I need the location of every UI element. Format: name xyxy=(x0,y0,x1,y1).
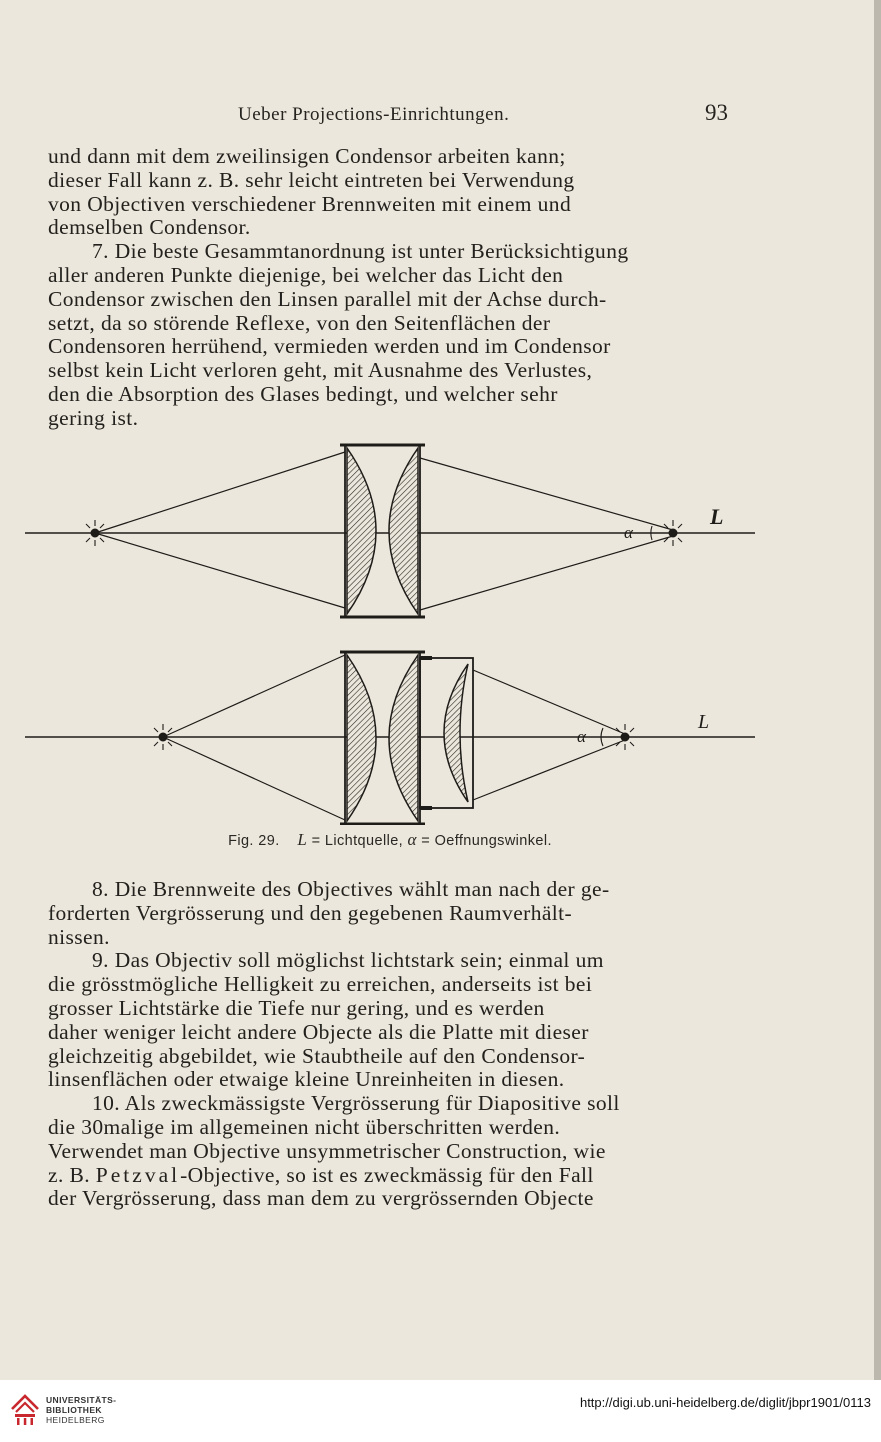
paragraph-continuation xyxy=(48,145,728,240)
meniscus-lens xyxy=(444,664,468,802)
plano-convex-lens-left xyxy=(347,448,376,614)
digitization-footer xyxy=(0,1380,881,1442)
text-line: die 30malige im allgemeinen nicht überschritten werden. xyxy=(48,1114,561,1139)
paragraph-9 xyxy=(48,949,728,1092)
text-line: linsenflächen oder etwaige kleine Unreinheiten in diesen. xyxy=(48,1067,565,1092)
caption-alpha-symbol: α xyxy=(407,830,417,849)
text-block-lower xyxy=(48,878,728,1211)
lower-diagram xyxy=(25,652,755,824)
text-line: nissen. xyxy=(48,924,110,949)
library-logo-icon xyxy=(10,1393,40,1427)
condenser-diagram xyxy=(20,440,760,825)
text-line: von Objectiven verschiedener Brennweiten mit einem und xyxy=(48,191,572,216)
text-line: Verwendet man Objective unsymmetrischer Construction, wie xyxy=(48,1138,606,1163)
text-fragment: z. B. xyxy=(48,1162,96,1187)
light-ray xyxy=(473,740,625,800)
text-line: grosser Lichtstärke die Tiefe nur gering, und es werden xyxy=(48,995,545,1020)
caption-L-symbol: L xyxy=(297,830,308,849)
light-source-point xyxy=(91,529,99,537)
paragraph-10 xyxy=(48,1092,728,1211)
logo-line: UNIVERSITÄTS- xyxy=(46,1395,117,1405)
focus-point xyxy=(621,733,629,741)
figure-caption xyxy=(20,830,760,850)
text-line: daher weniger leicht andere Objecte als die Platte mit dieser xyxy=(48,1019,589,1044)
light-ray xyxy=(95,533,345,608)
letterspaced-name: Petzval xyxy=(95,1162,181,1187)
text-line: gleichzeitig abgebildet, wie Staubtheile auf den Condensor- xyxy=(48,1043,586,1068)
running-head xyxy=(48,100,728,128)
light-ray xyxy=(420,536,673,610)
light-ray xyxy=(420,458,673,530)
library-logo-text xyxy=(46,1395,116,1425)
page-edge xyxy=(874,0,881,1380)
text-line: 8. Die Brennweite des Objectives wählt man nach der ge- xyxy=(92,877,610,901)
figure-29 xyxy=(20,440,760,860)
light-ray xyxy=(163,655,345,737)
text-line: setzt, da so störende Reflexe, von den Seitenflächen der xyxy=(48,310,551,335)
text-line: forderten Vergrösserung und den gegebenen Raumverhält- xyxy=(48,900,573,925)
upper-diagram xyxy=(25,445,755,617)
permalink-url[interactable]: http://digi.ub.uni-heidelberg.de/diglit/jbpr1901/0113 xyxy=(579,1395,871,1410)
caption-fig-number: Fig. 29. xyxy=(228,833,280,849)
text-line: die grösstmögliche Helligkeit zu erreichen, anderseits ist bei xyxy=(48,972,593,997)
running-title: Ueber Projections-Einrichtungen. xyxy=(238,104,510,125)
light-source-label: L xyxy=(710,504,724,529)
caption-alpha-text: = Oeffnungswinkel. xyxy=(416,833,552,849)
light-source-point xyxy=(159,733,167,741)
text-line: 10. Als zweckmässigste Vergrösserung für Diapositive soll xyxy=(92,1091,620,1116)
focus-point xyxy=(669,529,677,537)
page-number: 93 xyxy=(705,100,728,125)
text-line xyxy=(48,1164,728,1188)
logo-line: HEIDELBERG xyxy=(46,1415,105,1425)
text-line: gering ist. xyxy=(48,405,139,430)
light-ray xyxy=(95,452,345,533)
text-line: Condensor zwischen den Linsen parallel mit der Achse durch- xyxy=(48,286,607,311)
plano-convex-lens-right xyxy=(389,655,418,821)
text-line: Condensoren herrühend, vermieden werden und im Condensor xyxy=(48,334,611,359)
alpha-label: α xyxy=(577,727,586,746)
text-line: dieser Fall kann z. B. sehr leicht eintreten bei Verwendung xyxy=(48,167,575,192)
text-line: aller anderen Punkte diejenige, bei welcher das Licht den xyxy=(48,262,564,287)
paragraph-7 xyxy=(48,240,728,430)
paragraph-8 xyxy=(48,878,728,949)
light-source-label: L xyxy=(698,711,710,733)
plano-convex-lens-right xyxy=(389,448,418,614)
logo-line: BIBLIOTHEK xyxy=(46,1405,102,1415)
text-line: der Vergrösserung, dass man dem zu vergrössernden Objecte xyxy=(48,1186,594,1211)
text-fragment: -Objective, so ist es zweckmässig für den Fall xyxy=(180,1162,594,1187)
text-line: 9. Das Objectiv soll möglichst lichtstark sein; einmal um xyxy=(92,948,604,973)
alpha-label: α xyxy=(624,523,633,542)
text-line: 7. Die beste Gesammtanordnung ist unter Berücksichtigung xyxy=(92,239,629,264)
plano-convex-lens-left xyxy=(347,655,376,821)
text-line: den die Absorption des Glases bedingt, und welcher sehr xyxy=(48,381,558,406)
light-ray xyxy=(163,737,345,820)
text-line: selbst kein Licht verloren geht, mit Ausnahme des Verlustes, xyxy=(48,358,593,383)
light-ray xyxy=(473,670,625,734)
caption-L-text: = Lichtquelle, xyxy=(307,833,408,849)
text-line: und dann mit dem zweilinsigen Condensor arbeiten kann; xyxy=(48,144,566,168)
text-line: demselben Condensor. xyxy=(48,215,251,240)
text-block-upper xyxy=(48,145,728,431)
